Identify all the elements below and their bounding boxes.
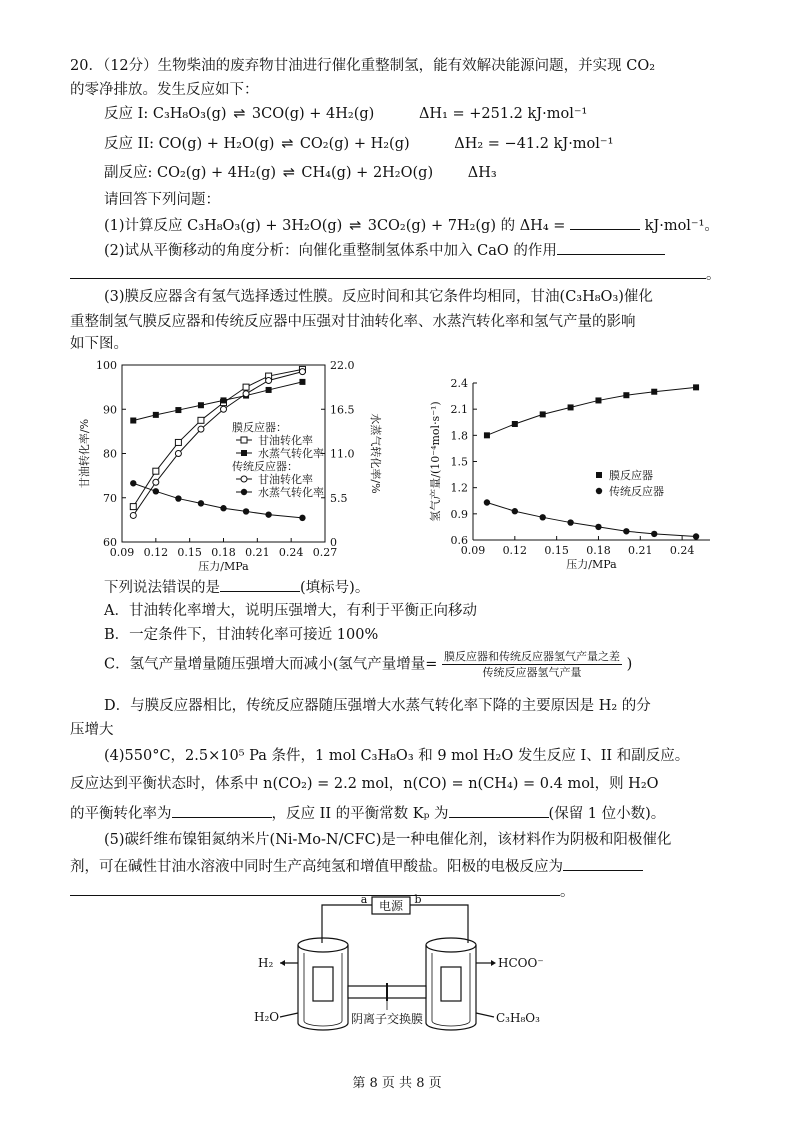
- data-point: [596, 488, 602, 494]
- data-point: [299, 515, 305, 521]
- data-point: [651, 389, 657, 395]
- data-point: [484, 499, 490, 505]
- data-point: [130, 504, 136, 510]
- data-point: [241, 489, 247, 495]
- data-point: [198, 500, 204, 506]
- wire-left: [322, 905, 372, 943]
- x-tick-label: 0.21: [245, 546, 270, 559]
- data-point: [299, 379, 305, 385]
- q2-line-2: 。: [70, 262, 721, 286]
- q3-ask: 下列说法错误的是 (填标号)。: [104, 575, 369, 599]
- answer-blank[interactable]: [449, 801, 549, 818]
- enthalpy: ΔH₁ = +251.2 kJ·mol⁻¹: [418, 106, 588, 122]
- reaction-lhs: CO₂(g) + 4H₂(g): [157, 165, 277, 181]
- y-tick-label: 1.8: [450, 429, 468, 443]
- data-point: [623, 392, 629, 398]
- reaction-2: [104, 133, 613, 155]
- q5-line-3: 。: [70, 879, 575, 903]
- fraction-denominator: 传统反应器氢气产量: [482, 666, 582, 679]
- y-tick-label: 70: [103, 491, 117, 505]
- data-point: [596, 472, 602, 478]
- glycerol-in-arrow-icon: [476, 1013, 494, 1017]
- answer-blank[interactable]: [172, 801, 272, 818]
- data-point: [595, 397, 601, 403]
- q5-line-1: (5)碳纤维布镍钼氮纳米片(Ni-Mo-N/CFC)是一种电催化剂，该材料作为阴极和阳极催化: [104, 832, 672, 848]
- q3-line-2: 重整制氢气膜反应器和传统反应器中压强对甘油转化率、水蒸汽转化率和氢气产量的影响: [70, 314, 636, 330]
- answer-blank[interactable]: [570, 213, 640, 230]
- data-point: [241, 437, 247, 443]
- conversion-chart: [70, 345, 382, 580]
- data-point: [198, 402, 204, 408]
- reaction-rhs: 3CO(g) + 4H₂(g): [251, 106, 375, 122]
- data-point: [484, 432, 490, 438]
- legend-label: 水蒸气转化率: [258, 486, 324, 499]
- y-tick-label: 2.4: [450, 377, 468, 390]
- fraction-numerator: 膜反应器和传统反应器氢气产量之差: [444, 650, 621, 663]
- answer-blank[interactable]: [70, 262, 706, 279]
- wire-right: [410, 905, 468, 943]
- y2-axis-label: 水蒸气转化率/%: [369, 413, 382, 494]
- data-point: [512, 508, 518, 514]
- option-a: A．甘油转化率增大，说明压强增大，有利于平衡正向移动: [104, 603, 477, 619]
- y-tick-label: 80: [103, 447, 117, 461]
- y-tick-label: 0.9: [450, 507, 468, 521]
- q5-line-2: 剂，可在碱性甘油水溶液中同时生产高纯氢和增值甲酸盐。阳极的电极反应为: [70, 854, 643, 878]
- q-line-2: 的零净排放。发生反应如下：: [70, 82, 259, 98]
- y2-tick-label: 16.5: [330, 403, 355, 417]
- reaction-label: 反应 I:: [104, 106, 149, 122]
- data-point: [693, 533, 699, 539]
- y-axis-label: 氢气产量/(10⁻⁴mol·s⁻¹): [429, 401, 442, 522]
- answer-blank[interactable]: [557, 238, 665, 255]
- option-d-line-2: 压增大: [70, 722, 114, 738]
- reaction-label: 反应 II:: [104, 136, 154, 152]
- reaction-lhs: C₃H₈O₃(g): [152, 106, 227, 122]
- right-bottom-label: C₃H₈O₃: [496, 1011, 540, 1025]
- data-point: [221, 397, 227, 403]
- data-point: [623, 528, 629, 534]
- y-tick-label: 100: [96, 359, 117, 372]
- data-point: [130, 480, 136, 486]
- legend-heading: 传统反应器：: [232, 460, 298, 473]
- reaction-lhs: CO(g) + H₂O(g): [158, 136, 275, 152]
- data-point: [299, 369, 305, 375]
- legend-label: 膜反应器: [609, 469, 653, 482]
- y-tick-label: 90: [103, 403, 117, 417]
- q4-line-2: 反应达到平衡状态时，体系中 n(CO₂) = 2.2 mol，n(CO) = n(CH₄) = 0.4 mol，则 H₂O: [70, 776, 659, 792]
- right-cell: [426, 938, 476, 1030]
- data-point: [241, 476, 247, 482]
- answer-blank[interactable]: [563, 854, 643, 871]
- data-point: [243, 508, 249, 514]
- y2-tick-label: 0: [330, 536, 337, 549]
- reaction-rhs: CH₄(g) + 2H₂O(g): [301, 165, 434, 181]
- data-point: [266, 377, 272, 383]
- data-point: [153, 468, 159, 474]
- legend-label: 传统反应器: [609, 485, 664, 498]
- data-point: [198, 426, 204, 432]
- y-tick-label: 1.5: [450, 455, 468, 469]
- right-top-label: HCOO⁻: [498, 956, 544, 970]
- data-point: [175, 495, 181, 501]
- data-point: [265, 511, 271, 517]
- prompt: 请回答下列问题：: [104, 192, 220, 208]
- reaction-side: [104, 162, 497, 184]
- data-point: [595, 524, 601, 530]
- data-point: [540, 411, 546, 417]
- data-point: [220, 505, 226, 511]
- y-tick-label: 0.6: [450, 534, 468, 547]
- y-tick-label: 2.1: [450, 403, 468, 417]
- enthalpy: ΔH₃: [467, 165, 497, 181]
- y-axis-label: 甘油转化率/%: [78, 418, 91, 489]
- series-line: [487, 502, 696, 536]
- legend-label: 甘油转化率: [258, 434, 313, 447]
- y-tick-label: 60: [103, 536, 117, 549]
- data-point: [198, 417, 204, 423]
- left-top-label: H₂: [258, 956, 274, 970]
- data-point: [651, 531, 657, 537]
- q1: (1)计算反应 C₃H₈O₃(g) + 3H₂O(g) ⇌ 3CO₂(g) + 7H₂(g) 的 ΔH₄ = kJ·mol⁻¹。: [104, 213, 719, 237]
- x-axis-label: 压力/MPa: [566, 558, 617, 571]
- reaction-rhs: CO₂(g) + H₂(g): [299, 136, 410, 152]
- terminal-b-label: b: [414, 893, 422, 906]
- data-point: [130, 418, 136, 424]
- option-b: B．一定条件下，甘油转化率可接近 100%: [104, 627, 379, 643]
- left-cell: [298, 938, 348, 1030]
- x-tick-label: 0.24: [669, 544, 695, 557]
- x-tick-label: 0.09: [109, 546, 135, 559]
- h2o-in-arrow-icon: [280, 1013, 298, 1017]
- equilibrium-arrow-icon: ⇌: [282, 165, 295, 181]
- data-point: [221, 406, 227, 412]
- x-tick-label: 0.09: [460, 544, 486, 557]
- data-point: [243, 384, 249, 390]
- x-tick-label: 0.12: [502, 544, 528, 557]
- data-point: [153, 488, 159, 494]
- data-point: [567, 519, 573, 525]
- y-tick-label: 1.2: [450, 481, 468, 495]
- power-label: 电源: [378, 899, 404, 913]
- data-point: [175, 451, 181, 457]
- data-point: [693, 384, 699, 390]
- data-point: [153, 412, 159, 418]
- option-c: C．氢气产量增量随压强增大而减小(氢气产量增量= $\frac{\text{膜反应器和传统反应器氢气产量之差}}{\text{传统反应器氢气产量}}$ ): [104, 650, 633, 679]
- x-tick-label: 0.18: [211, 546, 236, 559]
- x-tick-label: 0.27: [312, 546, 338, 559]
- data-point: [568, 404, 574, 410]
- electrolysis-cell-diagram: [250, 895, 550, 1040]
- equilibrium-arrow-icon: ⇌: [348, 218, 362, 234]
- x-tick-label: 0.15: [544, 544, 569, 557]
- x-tick-label: 0.18: [586, 544, 611, 557]
- q4-line-3: 的平衡转化率为 ，反应 II 的平衡常数 Kₚ 为 (保留 1 位小数)。: [70, 801, 665, 825]
- x-tick-label: 0.24: [278, 546, 304, 559]
- enthalpy: ΔH₂ = −41.2 kJ·mol⁻¹: [454, 136, 614, 152]
- page-footer: 第 8 页 共 8 页: [352, 1076, 442, 1091]
- answer-blank[interactable]: [220, 575, 300, 592]
- left-bottom-label: H₂O: [254, 1010, 280, 1024]
- fraction: [442, 649, 622, 680]
- q2: (2)试从平衡移动的角度分析：向催化重整制氢体系中加入 CaO 的作用: [104, 238, 665, 262]
- q4-line-1: (4)550°C，2.5×10⁵ Pa 条件，1 mol C₃H₈O₃ 和 9 mol H₂O 发生反应 I、II 和副反应。: [104, 748, 690, 764]
- data-point: [175, 439, 181, 445]
- x-tick-label: 0.12: [143, 546, 169, 559]
- data-point: [540, 514, 546, 520]
- data-point: [175, 407, 181, 413]
- equilibrium-arrow-icon: ⇌: [281, 136, 294, 152]
- data-point: [512, 421, 518, 427]
- data-point: [241, 450, 247, 456]
- x-tick-label: 0.15: [177, 546, 202, 559]
- data-point: [153, 479, 159, 485]
- reaction-1: [104, 103, 587, 125]
- legend-label: 甘油转化率: [258, 473, 313, 486]
- equilibrium-arrow-icon: ⇌: [233, 106, 246, 122]
- legend-heading: 膜反应器：: [232, 421, 287, 434]
- x-tick-label: 0.21: [628, 544, 653, 557]
- q3-line-3: 如下图。: [70, 336, 128, 352]
- answer-blank[interactable]: [70, 879, 560, 896]
- cathode: [313, 967, 333, 1001]
- terminal-a-label: a: [360, 893, 368, 906]
- q3-line-1: (3)膜反应器含有氢气选择透过性膜。反应时间和其它条件均相同，甘油(C₃H₈O₃)催化: [104, 289, 653, 305]
- data-point: [130, 512, 136, 518]
- data-point: [243, 391, 249, 397]
- y2-tick-label: 5.5: [330, 491, 348, 505]
- reaction-label: 副反应:: [104, 165, 153, 181]
- anode: [441, 967, 461, 1001]
- legend-label: 水蒸气转化率: [258, 447, 324, 460]
- hydrogen-chart: [425, 345, 720, 580]
- series-line: [487, 387, 696, 435]
- x-axis-label: 压力/MPa: [198, 560, 249, 573]
- y2-tick-label: 22.0: [330, 359, 355, 372]
- data-point: [266, 387, 272, 393]
- option-d-line-1: D．与膜反应器相比，传统反应器随压强增大水蒸气转化率下降的主要原因是 H₂ 的分: [104, 698, 651, 714]
- membrane-label: 阴离子交换膜: [350, 1012, 424, 1026]
- q-line-1: 20．（12分）生物柴油的废弃物甘油进行催化重整制氢，能有效解决能源问题，并实现 CO₂: [70, 58, 656, 74]
- y2-tick-label: 11.0: [330, 447, 355, 461]
